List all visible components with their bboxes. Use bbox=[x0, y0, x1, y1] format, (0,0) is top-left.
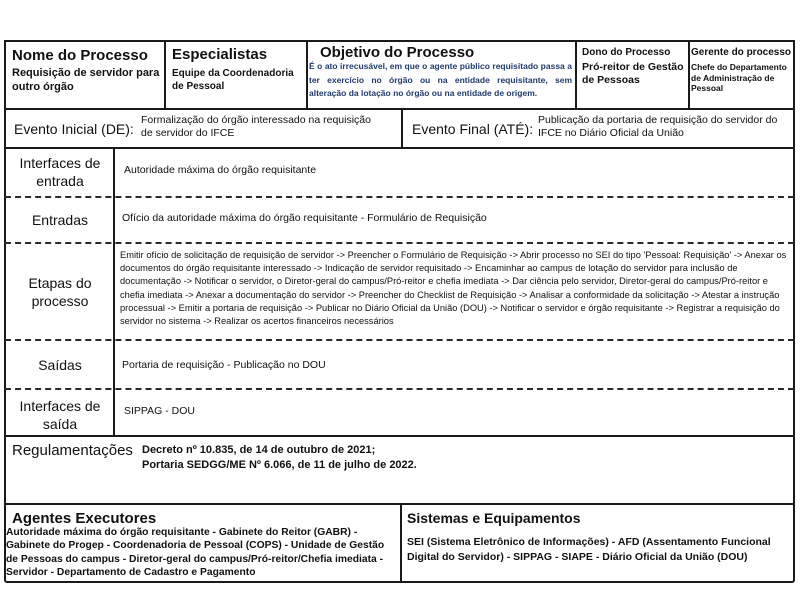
evento-final-value: Publicação da portaria de requisição do servidor do IFCE no Diário Oficial da União bbox=[538, 114, 778, 140]
divider bbox=[575, 40, 577, 110]
row-value-etapas: Emitir ofício de solicitação de requisição de servidor -> Preencher o Formulário de Requisição -> Abrir processo no SEI do tipo 'Pessoal: Requisição' -> Anexar os documentos do órgão requisitante interessado -> Indicação de servidor requisitado -> Encaminhar ao campus de lotação do servidor para inclusão de documentação -> Notificar o servidor, o Diretor-geral do campus/Pró-reitor e chefia imediata -> Dar ciência pelo servidor, Diretor-geral do campus/Pró-reitor e chefia imediata -> Anexar a documentação do servidor -> Preencher do Checklist de Requisição -> Analisar a conformidade da solicitação -> Atestar a instrução processual -> Emitir a portaria de requisição -> Publicar no Diário Oficial da União (DOU) -> Notificar o servidor e órgão requisitante -> Registrar a requisição do servidor no sistema -> Realizar os acertos financeiros necessários bbox=[120, 250, 787, 326]
evento-final-label: Evento Final (ATÉ): bbox=[412, 121, 534, 137]
objetivo-value: É o ato irrecusável, em que o agente público requisitado passa a ter exercício no órgão ou na entidade requisitante, sem alteração da lotação no órgão ou na entidade de origem. bbox=[309, 61, 572, 99]
evento-inicial-value: Formalização do órgão interessado na requisição de servidor do IFCE bbox=[141, 114, 371, 140]
evento-inicial-label: Evento Inicial (DE): bbox=[14, 121, 134, 137]
regulamentacoes-label: Regulamentações bbox=[12, 442, 133, 459]
row-divider bbox=[5, 196, 794, 198]
objetivo-label: Objetivo do Processo bbox=[320, 44, 475, 61]
row-label-saidas: Saídas bbox=[38, 357, 82, 373]
column-divider bbox=[113, 147, 115, 437]
row-value-entradas: Ofício da autoridade máxima do órgão requisitante - Formulário de Requisição bbox=[122, 212, 487, 224]
nome-processo-label: Nome do Processo bbox=[12, 47, 148, 64]
especialistas-value: Equipe da Coordenadoria de Pessoal bbox=[172, 68, 294, 92]
gerente-value: Chefe do Departamento de Administração de Pessoal bbox=[691, 62, 787, 94]
divider bbox=[401, 108, 403, 149]
regulamentacao-item: Decreto nº 10.835, de 14 de outubro de 2021; bbox=[142, 444, 376, 456]
agentes-label: Agentes Executores bbox=[12, 510, 157, 527]
dono-value: Pró-reitor de Gestão de Pessoas bbox=[582, 61, 684, 87]
row-value-interfaces-entrada: Autoridade máxima do órgão requisitante bbox=[124, 164, 317, 176]
agentes-value: Autoridade máxima do órgão requisitante - Gabinete do Reitor (GABR) - Gabinete do Progep - Coordenadoria de Pessoal (COPS) - Unidade de Gestão de Pessoas do campus - Diretor-geral do campus/Pró-reitor/Chefia imediata - Servidor - Departamento de Cadastro e Pagamento bbox=[6, 527, 385, 579]
dono-label: Dono do Processo bbox=[582, 47, 671, 58]
regulamentacao-item: Portaria SEDGG/ME Nº 6.066, de 11 de julho de 2022. bbox=[142, 459, 417, 471]
divider bbox=[400, 503, 402, 583]
row-divider bbox=[5, 339, 794, 341]
row-label-interfaces-saida: Interfaces de saída bbox=[19, 398, 101, 432]
row-label-entradas: Entradas bbox=[31, 212, 89, 228]
divider bbox=[688, 40, 690, 110]
row-divider bbox=[5, 242, 794, 244]
sistemas-label: Sistemas e Equipamentos bbox=[407, 510, 581, 526]
row-value-saidas: Portaria de requisição - Publicação no DOU bbox=[122, 359, 326, 371]
nome-processo-value: Requisição de servidor para outro órgão bbox=[12, 67, 160, 93]
divider bbox=[164, 40, 166, 110]
row-value-interfaces-saida: SIPPAG - DOU bbox=[124, 405, 195, 417]
row-divider bbox=[5, 388, 794, 390]
gerente-label: Gerente do processo bbox=[691, 47, 792, 58]
sistemas-value: SEI (Sistema Eletrônico de Informações) - AFD (Assentamento Funcional Digital do Servidor) - SIPPAG - SIAPE - Diário Oficial da União (DOU) bbox=[407, 536, 771, 564]
divider bbox=[306, 40, 308, 110]
especialistas-label: Especialistas bbox=[172, 46, 268, 63]
row-label-etapas: Etapas do processo bbox=[28, 275, 92, 309]
row-label-interfaces-entrada: Interfaces de entrada bbox=[19, 155, 101, 189]
